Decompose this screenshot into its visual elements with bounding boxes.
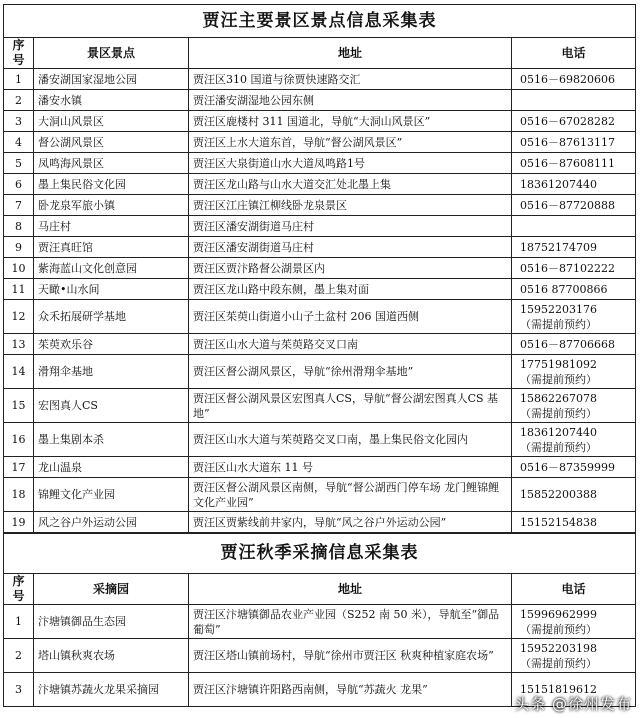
row-number-text: 13 (11, 337, 26, 351)
row-address (189, 673, 512, 707)
row-name (34, 355, 189, 389)
row-name (34, 195, 189, 216)
row-phone-text: 0516 87700866 (520, 282, 608, 296)
row-name (34, 132, 189, 153)
row-address-text: 贾汪区茱萸山街道小山子土盆村 206 国道西侧 (193, 310, 419, 323)
row-address-text: 贾汪区督公湖风景区，导航“徐州滑翔伞基地” (193, 365, 414, 378)
row-name-text: 汴塘镇御品生态园 (38, 615, 126, 628)
row-number (4, 90, 34, 111)
document-sheet (3, 4, 635, 707)
col-header-name: 景区景点 (34, 38, 189, 69)
row-address (189, 512, 512, 533)
row-address (189, 69, 512, 90)
row-name-text: 卧龙泉军旅小镇 (38, 198, 115, 212)
row-phone-note: （需提前预约） (520, 406, 597, 420)
row-number (4, 478, 34, 512)
row-address (189, 478, 512, 512)
col-header-orchard: 采摘园 (34, 574, 189, 605)
row-address (189, 216, 512, 237)
row-number (4, 605, 34, 639)
row-name (34, 423, 189, 457)
row-phone-text: 15952203198 (520, 641, 597, 655)
row-name-text: 滑翔伞基地 (38, 365, 93, 378)
row-name-text: 墨上集剧本杀 (38, 433, 104, 446)
row-name-text: 马庄村 (38, 219, 71, 233)
row-number (4, 195, 34, 216)
row-name-text: 督公湖风景区 (38, 135, 104, 149)
row-address-text: 贾汪区龙山路中段东侧，墨上集对面 (193, 282, 369, 296)
table-row (4, 478, 636, 512)
row-address-text: 贾汪区上水大道东首，导航“督公湖风景区” (193, 135, 403, 149)
table-row (4, 258, 636, 279)
row-name (34, 216, 189, 237)
row-phone (512, 258, 636, 279)
table-row (4, 174, 636, 195)
row-name (34, 279, 189, 300)
row-address-text: 贾汪区塔山镇前场村，导航“徐州市贾汪区 秋爽种植家庭农场” (193, 649, 494, 662)
row-address-text: 贾汪潘安湖湿地公园东侧 (193, 93, 314, 107)
row-name (34, 69, 189, 90)
row-address-text: 贾汪区龙山路与山水大道交汇处北墨上集 (193, 177, 391, 191)
watermark-text: 头条 @徐州发布 (514, 695, 632, 713)
row-number-text: 3 (15, 114, 22, 128)
col-header-no: 序号 (4, 38, 34, 69)
row-number-text: 3 (15, 683, 22, 696)
row-name (34, 334, 189, 355)
row-number-text: 5 (15, 156, 22, 170)
row-number-text: 19 (11, 515, 26, 529)
row-address-text: 贾汪区鹿楼村 311 国道北，导航“大洞山风景区” (193, 114, 431, 128)
col-header-address: 地址 (189, 38, 512, 69)
row-name-text: 潘安湖国家湿地公园 (38, 72, 137, 86)
row-phone-text: 15852200388 (520, 488, 597, 501)
row-phone (512, 279, 636, 300)
row-name (34, 237, 189, 258)
row-number-text: 16 (11, 433, 26, 446)
row-address-text: 贾汪区贾紫线前井家内，导航“风之谷户外运动公园” (193, 515, 447, 529)
row-phone (512, 389, 636, 423)
row-address (189, 90, 512, 111)
row-number-text: 6 (15, 177, 22, 191)
row-phone (512, 132, 636, 153)
row-address (189, 279, 512, 300)
row-name-text: 龙山温泉 (38, 460, 82, 474)
row-phone-note: （需提前预约） (520, 317, 597, 331)
row-phone (512, 334, 636, 355)
row-address (189, 174, 512, 195)
row-number-text: 4 (15, 135, 22, 149)
row-number-text: 1 (15, 72, 22, 86)
table2-title: 贾汪秋季采摘信息采集表 (4, 534, 636, 574)
row-name-text: 锦鲤文化产业园 (38, 488, 115, 501)
row-number-text: 17 (11, 460, 26, 474)
row-phone (512, 423, 636, 457)
row-name-text: 宏图真人CS (38, 399, 98, 412)
row-address-text: 贾汪区山水大道与茱萸路交叉口南，墨上集民俗文化园内 (193, 433, 468, 446)
row-number (4, 237, 34, 258)
table-row (4, 279, 636, 300)
row-name-text: 潘安水镇 (38, 93, 82, 107)
row-name-text: 汴塘镇苏蔬火龙果采摘园 (38, 683, 159, 696)
row-address (189, 153, 512, 174)
row-name (34, 639, 189, 673)
row-phone (512, 478, 636, 512)
row-phone (512, 195, 636, 216)
row-number (4, 423, 34, 457)
row-number (4, 258, 34, 279)
row-address-text: 贾汪区山水大道东 11 号 (193, 460, 313, 474)
row-number-text: 18 (11, 488, 26, 501)
row-name-text: 塔山镇秋爽农场 (38, 649, 115, 662)
row-phone-text: 0516－67028282 (520, 114, 615, 128)
row-phone (512, 639, 636, 673)
table-row (4, 111, 636, 132)
row-address-text: 贾汪区潘安湖街道马庄村 (193, 219, 314, 233)
row-number-text: 11 (11, 282, 26, 296)
col-header-phone: 电话 (512, 38, 636, 69)
row-number (4, 639, 34, 673)
table-row (4, 355, 636, 389)
row-phone (512, 153, 636, 174)
row-phone-text: 0516－87608111 (520, 156, 615, 170)
row-name-text: 众禾拓展研学基地 (38, 310, 126, 323)
row-address (189, 389, 512, 423)
row-address-text: 贾汪区山水大道与茱萸路交叉口南 (193, 337, 358, 351)
row-phone (512, 174, 636, 195)
row-name-text: 凤鸣海风景区 (38, 156, 104, 170)
row-name-text: 大洞山风景区 (38, 114, 104, 128)
row-phone-text: 0516－87706668 (520, 337, 615, 351)
table-row (4, 423, 636, 457)
row-address (189, 111, 512, 132)
row-address-text: 贾汪区贾汴路督公湖景区内 (193, 261, 325, 275)
row-address-text: 贾汪区汴塘镇许阳路西南侧，导航“苏蔬火 龙果” (193, 683, 428, 696)
row-name (34, 605, 189, 639)
row-phone-note: （需提前预约） (520, 622, 597, 636)
row-name (34, 153, 189, 174)
row-number-text: 7 (15, 198, 22, 212)
row-phone (512, 355, 636, 389)
row-address (189, 132, 512, 153)
row-address (189, 355, 512, 389)
row-number (4, 673, 34, 707)
row-number (4, 111, 34, 132)
row-name (34, 512, 189, 533)
table-row (4, 389, 636, 423)
row-name-text: 贾汪真旺馆 (38, 240, 93, 254)
row-address-text: 贾汪区督公湖风景区宏图真人CS，导航“督公湖宏图真人CS 基地” (193, 391, 499, 420)
row-phone (512, 512, 636, 533)
row-number (4, 132, 34, 153)
row-number-text: 9 (15, 240, 22, 254)
row-phone (512, 605, 636, 639)
row-number-text: 14 (11, 365, 26, 378)
row-phone-note: （需提前预约） (520, 372, 597, 386)
col-header-address: 地址 (189, 574, 512, 605)
row-address (189, 258, 512, 279)
row-number-text: 10 (11, 261, 26, 275)
row-address (189, 195, 512, 216)
row-phone-text: 15952203176 (520, 302, 597, 316)
table-row (4, 216, 636, 237)
row-phone-text: 15152154838 (520, 515, 597, 529)
col-header-no: 序号 (4, 574, 34, 605)
row-address-text: 贾汪区江庄镇江柳线卧龙泉景区 (193, 198, 347, 212)
row-number (4, 512, 34, 533)
row-name (34, 300, 189, 334)
row-address (189, 423, 512, 457)
table-row (4, 605, 636, 639)
table-row (4, 195, 636, 216)
row-phone (512, 237, 636, 258)
row-number-text: 12 (11, 310, 26, 323)
scenic-spots-table (3, 4, 636, 533)
picking-table (3, 533, 636, 707)
row-number (4, 389, 34, 423)
row-address-text: 贾汪区大泉街道山水大道凤鸣路1号 (193, 156, 365, 170)
row-address (189, 639, 512, 673)
row-address-text: 贾汪区潘安湖街道马庄村 (193, 240, 314, 254)
table-row (4, 334, 636, 355)
row-phone (512, 90, 636, 111)
row-number (4, 174, 34, 195)
row-number (4, 300, 34, 334)
row-number-text: 15 (11, 399, 26, 412)
row-phone (512, 216, 636, 237)
table-row (4, 512, 636, 533)
row-phone-text: 15862267078 (520, 391, 597, 405)
row-phone (512, 69, 636, 90)
table-row (4, 457, 636, 478)
row-number (4, 457, 34, 478)
row-phone-text: 0516－87613117 (520, 135, 615, 149)
row-number-text: 1 (15, 615, 22, 628)
table-row (4, 300, 636, 334)
row-name (34, 389, 189, 423)
col-header-phone: 电话 (512, 574, 636, 605)
table-row (4, 237, 636, 258)
row-phone-text: 0516－69820606 (520, 72, 615, 86)
row-address (189, 334, 512, 355)
row-phone-text: 17751981092 (520, 357, 597, 371)
row-number-text: 2 (15, 649, 22, 662)
row-phone-note: （需提前预约） (520, 440, 597, 454)
row-name (34, 258, 189, 279)
row-number (4, 216, 34, 237)
row-number (4, 355, 34, 389)
row-name (34, 174, 189, 195)
row-phone-note: （需提前预约） (520, 656, 597, 670)
row-address (189, 457, 512, 478)
row-address (189, 237, 512, 258)
table-row (4, 69, 636, 90)
row-name (34, 90, 189, 111)
table-row (4, 639, 636, 673)
row-name-text: 天瞰•山水间 (38, 282, 100, 296)
row-phone-text: 0516－87102222 (520, 261, 615, 275)
table-row (4, 90, 636, 111)
row-phone-text: 0516－87720888 (520, 198, 615, 212)
row-phone-text: 0516－87359999 (520, 460, 615, 474)
row-phone-text: 18361207440 (520, 177, 597, 191)
row-number (4, 279, 34, 300)
table1-title: 贾汪主要景区景点信息采集表 (4, 5, 636, 38)
watermark (514, 693, 632, 714)
row-number (4, 69, 34, 90)
table-row (4, 153, 636, 174)
row-address (189, 300, 512, 334)
row-name (34, 478, 189, 512)
row-phone (512, 457, 636, 478)
row-name-text: 茱萸欢乐谷 (38, 337, 93, 351)
row-name-text: 紫海蓝山文化创意园 (38, 261, 137, 275)
row-name (34, 111, 189, 132)
row-number (4, 334, 34, 355)
row-phone-text: 18752174709 (520, 240, 597, 254)
row-phone-text: 18361207440 (520, 425, 597, 439)
row-number-text: 2 (15, 93, 22, 107)
row-phone (512, 111, 636, 132)
row-phone (512, 300, 636, 334)
row-name (34, 457, 189, 478)
row-number (4, 153, 34, 174)
row-address-text: 贾汪区汴塘镇御品农业产业园（S252 南 50 米），导航至“御品葡萄” (193, 607, 500, 636)
row-name-text: 风之谷户外运动公园 (38, 515, 137, 529)
row-name (34, 673, 189, 707)
table-row (4, 132, 636, 153)
row-address (189, 605, 512, 639)
row-phone-text: 15151819612 (520, 683, 597, 696)
row-name-text: 墨上集民俗文化园 (38, 177, 126, 191)
row-number-text: 8 (15, 219, 22, 233)
row-phone-text: 15996962999 (520, 607, 597, 621)
row-address-text: 贾汪区310 国道与徐贾快速路交汇 (193, 72, 361, 86)
row-address-text: 贾汪区督公湖风景区南侧，导航“督公湖西门停车场 龙门鲤锦鲤文化产业园” (193, 480, 500, 509)
